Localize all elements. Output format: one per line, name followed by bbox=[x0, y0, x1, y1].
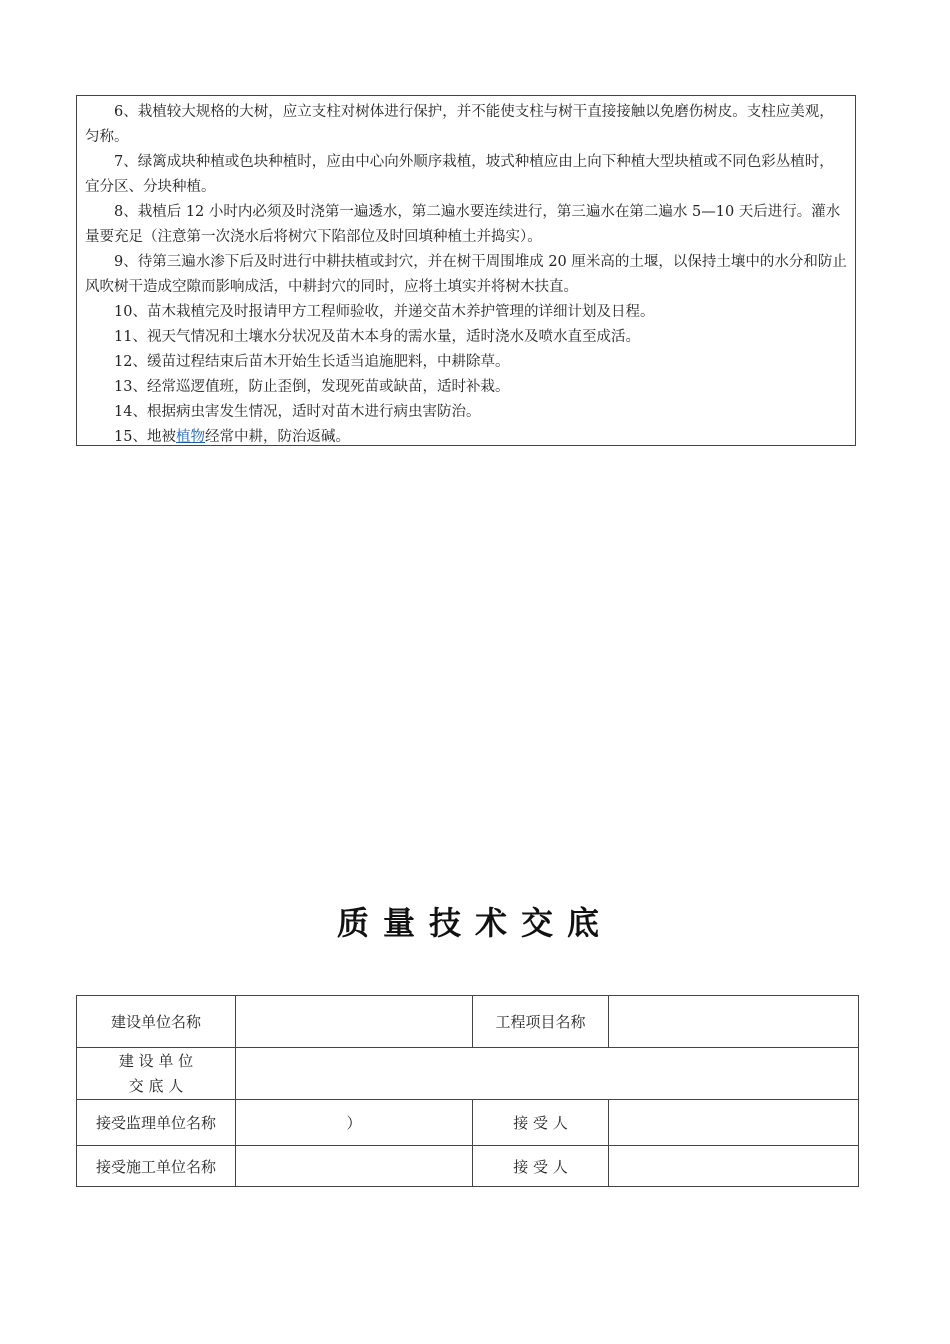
note-item-13: 13、经常巡逻值班，防止歪倒，发现死苗或缺苗，适时补栽。 bbox=[114, 379, 510, 395]
note-item-10: 10、苗木栽植完及时报请甲方工程师验收，并递交苗木养护管理的详细计划及日程。 bbox=[114, 304, 655, 320]
note-item-14: 14、根据病虫害发生情况，适时对苗木进行病虫害防治。 bbox=[114, 404, 481, 420]
builder-name-field[interactable] bbox=[236, 996, 473, 1048]
project-name-label: 工程项目名称 bbox=[473, 996, 609, 1048]
builder-name-label: 建设单位名称 bbox=[77, 996, 236, 1048]
note-item-12: 12、缓苗过程结束后苗木开始生长适当追施肥料，中耕除草。 bbox=[114, 354, 510, 370]
construction-unit-label: 接受施工单位名称 bbox=[77, 1146, 236, 1187]
form-row-builder bbox=[77, 996, 859, 1048]
note-item-8: 8、栽植后 12 小时内必须及时浇第一遍透水，第二遍水要连续进行，第三遍水在第二遍水 5—10 天后进行。灌水量要充足（注意第一次浇水后将树穴下陷部位及时回填种植土并捣实）。 bbox=[85, 204, 841, 245]
construction-receiver-label: 接 受 人 bbox=[473, 1146, 609, 1187]
plant-link[interactable]: 植物 bbox=[175, 429, 205, 445]
project-name-field[interactable] bbox=[609, 996, 859, 1048]
discloser-label-line1: 建 设 单 位 bbox=[118, 1051, 194, 1070]
form-row-construction bbox=[77, 1146, 859, 1187]
supervision-receiver-field[interactable] bbox=[609, 1100, 859, 1146]
discloser-field[interactable] bbox=[236, 1048, 859, 1100]
discloser-label-line2: 交 底 人 bbox=[128, 1076, 184, 1095]
supervision-unit-label: 接受监理单位名称 bbox=[77, 1100, 236, 1146]
note-item-15-suffix: 经常中耕，防治返碱。 bbox=[204, 429, 350, 445]
note-item-15-prefix: 15、地被 bbox=[114, 429, 176, 445]
construction-receiver-field[interactable] bbox=[609, 1146, 859, 1187]
construction-notes-box bbox=[76, 95, 856, 446]
supervision-unit-field[interactable]: ） bbox=[236, 1100, 473, 1146]
note-item-9: 9、待第三遍水渗下后及时进行中耕扶植或封穴，并在树干周围堆成 20 厘米高的土堰，以保持土壤中的水分和防止风吹树干造成空隙而影响成活，中耕封穴的同时，应将土填实并将树木扶直。 bbox=[85, 254, 847, 295]
discloser-label bbox=[77, 1048, 236, 1100]
form-row-supervision bbox=[77, 1100, 859, 1146]
form-row-discloser bbox=[77, 1048, 859, 1100]
note-item-7: 7、绿篱成块种植或色块种植时，应由中心向外顺序栽植，坡式种植应由上向下种植大型块植或不同色彩丛植时，宜分区、分块种植。 bbox=[85, 154, 834, 195]
note-item-15 bbox=[85, 425, 847, 450]
note-item-11: 11、视天气情况和土壤水分状况及苗木本身的需水量，适时浇水及喷水直至成活。 bbox=[114, 329, 640, 345]
page-title: 质量技术交底 bbox=[336, 904, 613, 942]
supervision-receiver-label: 接 受 人 bbox=[473, 1100, 609, 1146]
handover-form-table bbox=[76, 995, 859, 1187]
note-item-6: 6、栽植较大规格的大树，应立支柱对树体进行保护，并不能使支柱与树干直接接触以免磨伤树皮。支柱应美观，匀称。 bbox=[85, 104, 834, 145]
construction-unit-field[interactable] bbox=[236, 1146, 473, 1187]
